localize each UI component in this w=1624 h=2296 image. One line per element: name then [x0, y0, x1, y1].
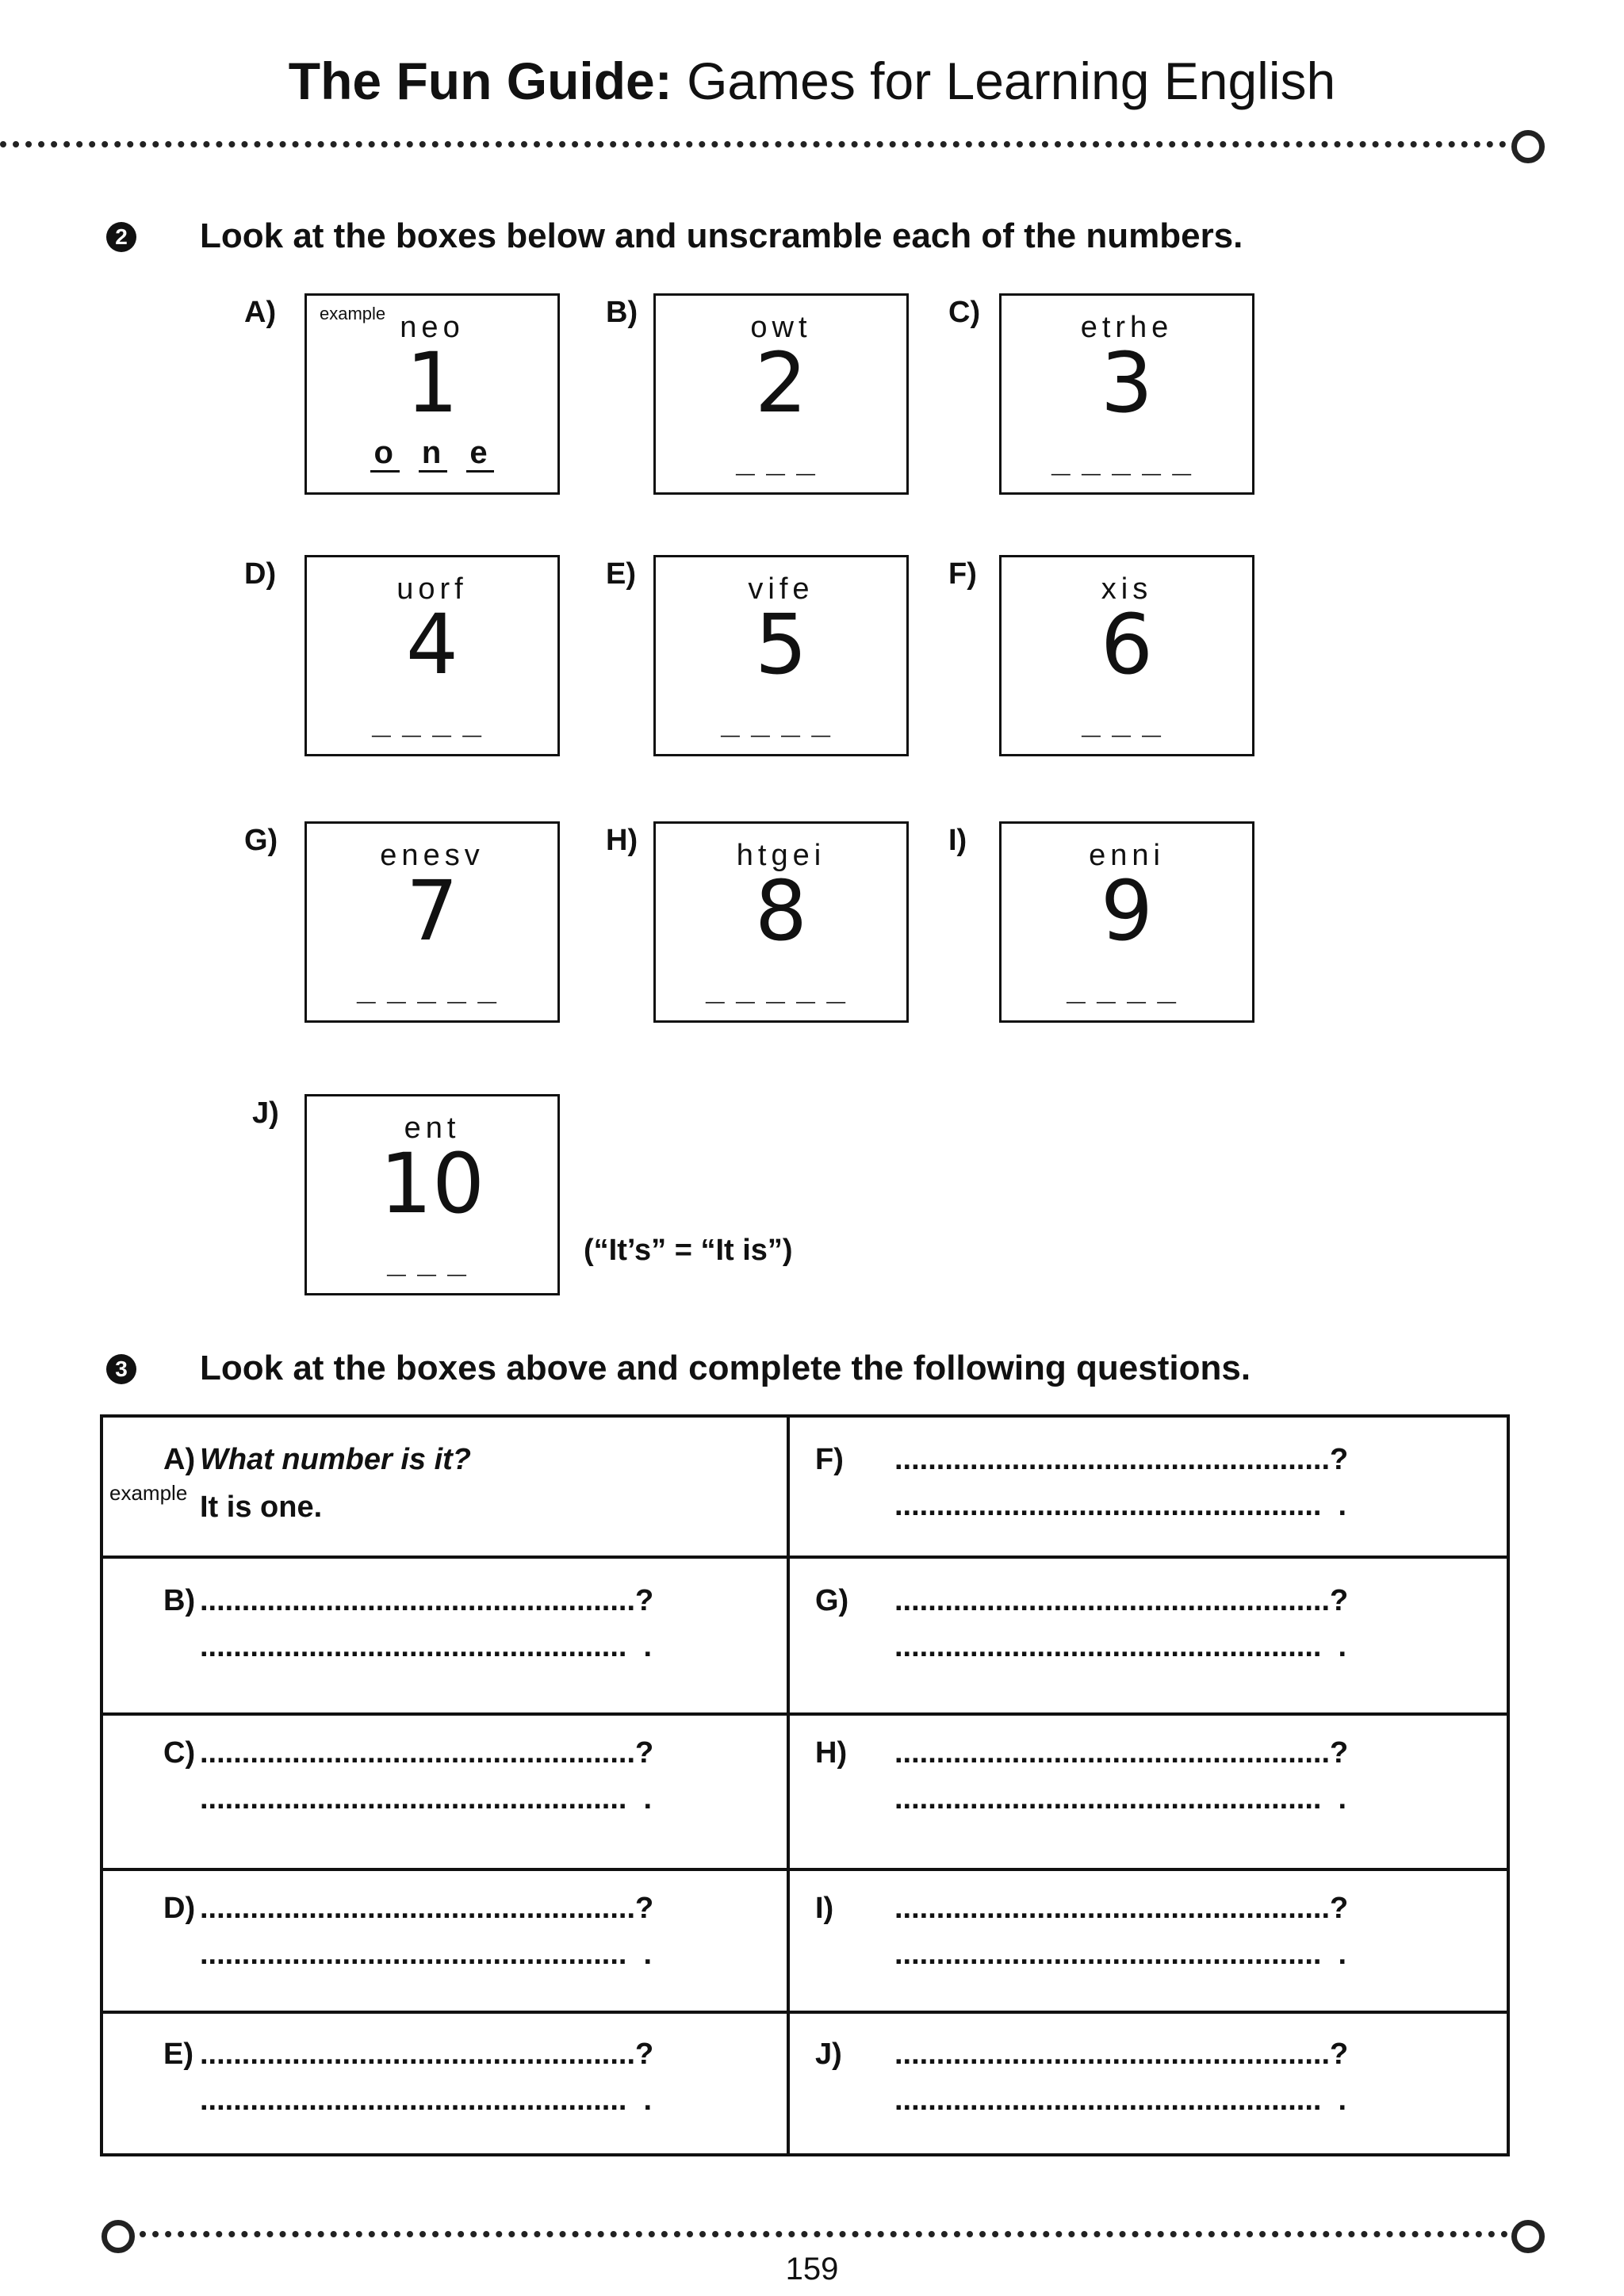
scrambled-word: etrhe [1080, 311, 1174, 344]
answer-letter: e [466, 437, 493, 473]
question-blank[interactable]: ....................................................? [200, 2038, 654, 2071]
answer-blank[interactable]: ................................................... . [200, 1782, 653, 1816]
answer-blank[interactable]: ................................................... . [894, 1630, 1347, 1663]
answer-blanks[interactable]: _____ [1051, 439, 1203, 476]
number-box [304, 821, 560, 1023]
scrambled-word: xis [1101, 572, 1153, 606]
number-box [999, 293, 1254, 495]
box-label: I) [948, 824, 967, 857]
example-label: A) [163, 1443, 196, 1476]
table-divider [787, 1414, 790, 2156]
number-box [304, 1094, 560, 1295]
footer-ring-left-icon [102, 2220, 135, 2253]
box-numeral: 9 [1100, 863, 1154, 959]
box-label: H) [606, 824, 638, 857]
question-label: G) [815, 1584, 849, 1617]
question-blank[interactable]: ....................................................? [894, 1736, 1349, 1770]
number-box [653, 293, 909, 495]
answer-blanks[interactable]: _____ [705, 967, 857, 1004]
box-label: C) [948, 296, 981, 329]
page-number: 159 [785, 2252, 839, 2286]
box-numeral: 6 [1100, 596, 1154, 693]
box-numeral: 8 [754, 863, 808, 959]
answer-blank[interactable]: ................................................... . [894, 1489, 1347, 1522]
number-box [999, 821, 1254, 1023]
answer-blanks[interactable]: ____ [371, 701, 493, 737]
box-label: D) [244, 557, 277, 591]
box-numeral: 3 [1100, 335, 1154, 431]
question-label: B) [163, 1584, 196, 1617]
table-rule [100, 2011, 1510, 2014]
number-box [653, 821, 909, 1023]
scrambled-word: enni [1089, 839, 1165, 872]
table-rule [100, 1868, 1510, 1871]
box-label: F) [948, 557, 977, 591]
number-box [304, 555, 560, 756]
scrambled-word: vife [748, 572, 814, 606]
box-label: J) [252, 1096, 279, 1130]
answer-blanks[interactable]: ___ [735, 439, 827, 476]
question-blank[interactable]: ....................................................? [894, 1443, 1349, 1476]
question-label: D) [163, 1892, 196, 1925]
answer-blanks[interactable]: ____ [720, 701, 842, 737]
question-blank[interactable]: ....................................................? [894, 2038, 1349, 2071]
question-label: I) [815, 1892, 834, 1925]
box-label: G) [244, 824, 278, 857]
answer-blank[interactable]: ................................................... . [200, 1630, 653, 1663]
answer-blank[interactable]: ................................................... . [894, 2084, 1347, 2117]
question-label: H) [815, 1736, 848, 1770]
box-numeral: 4 [405, 596, 459, 693]
question-blank[interactable]: ....................................................? [200, 1892, 654, 1925]
section-2-bullet: 2 [106, 222, 136, 252]
question-blank[interactable]: ....................................................? [894, 1584, 1349, 1617]
scrambled-word: htgei [736, 839, 826, 872]
section-2-heading: Look at the boxes below and unscramble each of the numbers. [200, 216, 1243, 255]
answer-letter: o [370, 437, 399, 473]
footer-ring-right-icon [1511, 2220, 1545, 2253]
box-label: B) [606, 296, 638, 329]
footer-dotted-rule [140, 2231, 1508, 2237]
section-3-bullet: 3 [106, 1354, 136, 1384]
its-note: (“It’s” = “It is”) [584, 1234, 793, 1267]
number-box [653, 555, 909, 756]
scrambled-word: ent [404, 1112, 461, 1145]
number-box [999, 555, 1254, 756]
answer-letter: n [419, 437, 447, 473]
box-numeral: 10 [379, 1135, 485, 1232]
example-answer: It is one. [200, 1490, 323, 1524]
example-question: What number is it? [200, 1443, 471, 1476]
answer-blanks[interactable]: _____ [356, 967, 508, 1004]
table-rule [100, 1712, 1510, 1716]
header-dotted-rule [0, 141, 1507, 147]
box-numeral: 1 [405, 335, 459, 431]
table-rule [100, 1556, 1510, 1559]
header-ring-icon [1511, 130, 1545, 163]
box-numeral: 7 [405, 863, 459, 959]
box-label: E) [606, 557, 636, 591]
scrambled-word: uorf [396, 572, 468, 606]
answer-blanks[interactable]: ____ [1066, 967, 1188, 1004]
scrambled-word: neo [400, 311, 465, 344]
box-numeral: 5 [754, 596, 808, 693]
answer-blank[interactable]: ................................................... . [894, 1938, 1347, 1971]
question-blank[interactable]: ....................................................? [894, 1892, 1349, 1925]
question-label: F) [815, 1443, 844, 1476]
question-label: E) [163, 2038, 193, 2071]
example-tag: example [109, 1481, 188, 1505]
example-answer [307, 435, 557, 473]
question-label: J) [815, 2038, 842, 2071]
question-blank[interactable]: ....................................................? [200, 1584, 654, 1617]
section-3-heading: Look at the boxes above and complete the following questions. [200, 1349, 1251, 1387]
answer-blanks[interactable]: ___ [1081, 701, 1173, 737]
example-tag: example [320, 304, 386, 323]
scrambled-word: owt [750, 311, 812, 344]
box-label: A) [244, 296, 277, 329]
question-label: C) [163, 1736, 196, 1770]
number-box [304, 293, 560, 495]
answer-blank[interactable]: ................................................... . [200, 1938, 653, 1971]
page-title: The Fun Guide: Games for Learning English [288, 52, 1336, 110]
box-numeral: 2 [754, 335, 808, 431]
question-blank[interactable]: ....................................................? [200, 1736, 654, 1770]
answer-blanks[interactable]: ___ [386, 1240, 478, 1276]
answer-blank[interactable]: ................................................... . [894, 1782, 1347, 1816]
answer-blank[interactable]: ................................................... . [200, 2084, 653, 2117]
scrambled-word: enesv [380, 839, 485, 872]
